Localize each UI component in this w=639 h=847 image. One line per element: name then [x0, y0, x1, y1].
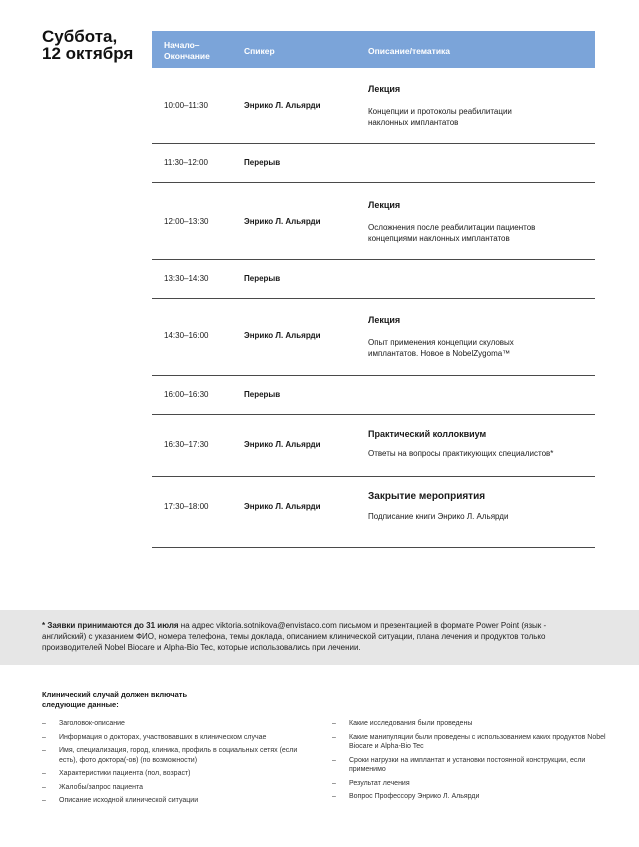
header-time-line2: Окончание [164, 51, 210, 61]
schedule-table [152, 31, 595, 548]
case-requirements-heading [42, 690, 262, 710]
row-time: 16:00–16:30 [164, 390, 209, 399]
row-speaker: Энрико Л. Альярди [244, 331, 321, 340]
day-date: 12 октября [42, 44, 134, 63]
table-row [152, 68, 595, 144]
row-time: 10:00–11:30 [164, 101, 208, 110]
list-item: – Результат лечения [332, 779, 617, 789]
row-speaker: Энрико Л. Альярди [244, 502, 321, 511]
case-title-line2: следующие данные: [42, 700, 119, 709]
row-desc-text [368, 222, 592, 244]
list-item: – Жалобы/запрос пациента [42, 783, 307, 793]
notice-body: на адрес viktoria.sotnikova@envistaco.com письмом и презентацией в формате Power Point (язык - английский) с указанием ФИО, номера телефона, темы доклада, описанием клинической ситуации, плана лечения и продуктов только производителей Nobel Biocare и Alpha-Bio Tec, которые использовались при лечении. [42, 621, 547, 652]
table-row [152, 477, 595, 548]
row-desc-line2: имплантатов. Новое в NobelZygoma™ [368, 349, 511, 358]
list-item: – Какие манипуляции были проведены с использованием каких продуктов Nobel Biocare и Alpha-Bio Tec [332, 733, 617, 752]
row-desc-text [368, 106, 592, 128]
row-desc-line1: Осложнения после реабилитации пациентов [368, 223, 536, 232]
list-item: – Характеристики пациента (пол, возраст) [42, 769, 307, 779]
row-time: 11:30–12:00 [164, 158, 208, 167]
row-title: Практический коллоквиум [368, 429, 487, 439]
row-title: Лекция [368, 315, 401, 325]
table-row [152, 144, 595, 183]
row-time: 14:30–16:00 [164, 331, 209, 340]
row-description [368, 84, 592, 128]
row-desc-text [368, 337, 592, 359]
row-desc-line1: Опыт применения концепции скуловых [368, 338, 514, 347]
list-item: – Сроки нагрузки на имплантат и установки постоянной конструкции, если применимо [332, 756, 617, 775]
row-speaker: Энрико Л. Альярди [244, 101, 321, 110]
row-speaker: Перерыв [244, 158, 281, 167]
header-speaker: Спикер [244, 46, 275, 56]
row-speaker: Энрико Л. Альярди [244, 440, 321, 449]
row-time: 16:30–17:30 [164, 440, 209, 449]
row-speaker: Энрико Л. Альярди [244, 217, 321, 226]
row-speaker: Перерыв [244, 274, 281, 283]
row-desc-line2: концепциями наклонных имплантатов [368, 234, 510, 243]
row-title: Лекция [368, 200, 401, 210]
case-requirements-list-right [332, 719, 617, 806]
list-item: – Имя, специализация, город, клиника, профиль в социальных сетях (если есть), фото доктора(-ов) (по возможности) [42, 746, 307, 765]
case-requirements-list-left [42, 719, 307, 810]
header-time [164, 40, 210, 62]
row-description [368, 315, 592, 359]
row-desc-text: Ответы на вопросы практикующих специалистов* [368, 449, 554, 458]
day-weekday: Суббота, [42, 27, 118, 46]
row-title: Лекция [368, 84, 401, 94]
table-row [152, 376, 595, 415]
case-title-line1: Клинический случай должен включать [42, 690, 188, 699]
row-desc-line2: наклонных имплантатов [368, 118, 459, 127]
row-time: 17:30–18:00 [164, 502, 209, 511]
row-time: 12:00–13:30 [164, 217, 209, 226]
row-desc-text: Подписание книги Энрико Л. Альярди [368, 512, 509, 521]
table-row [152, 299, 595, 376]
row-desc-line1: Концепции и протоколы реабилитации [368, 107, 512, 116]
notice-deadline: * Заявки принимаются до 31 июля [42, 621, 179, 630]
header-description: Описание/тематика [368, 46, 451, 56]
list-item: – Вопрос Профессору Энрико Л. Альярди [332, 792, 617, 802]
list-item: – Какие исследования были проведены [332, 719, 617, 729]
row-description [368, 200, 592, 244]
row-description [368, 429, 592, 459]
row-title: Закрытие мероприятия [368, 491, 486, 502]
header-time-line1: Начало– [164, 40, 200, 50]
row-time: 13:30–14:30 [164, 274, 209, 283]
notice-text [42, 620, 582, 653]
row-speaker: Перерыв [244, 390, 281, 399]
list-item: – Заголовок-описание [42, 719, 307, 729]
list-item: – Информация о докторах, участвовавших в клиническом случае [42, 733, 307, 743]
table-row [152, 415, 595, 477]
table-header [152, 31, 595, 68]
table-row [152, 260, 595, 299]
day-heading [42, 28, 152, 62]
submission-notice [0, 610, 639, 665]
row-description [368, 491, 592, 522]
table-row [152, 183, 595, 260]
list-item: – Описание исходной клинической ситуации [42, 796, 307, 806]
